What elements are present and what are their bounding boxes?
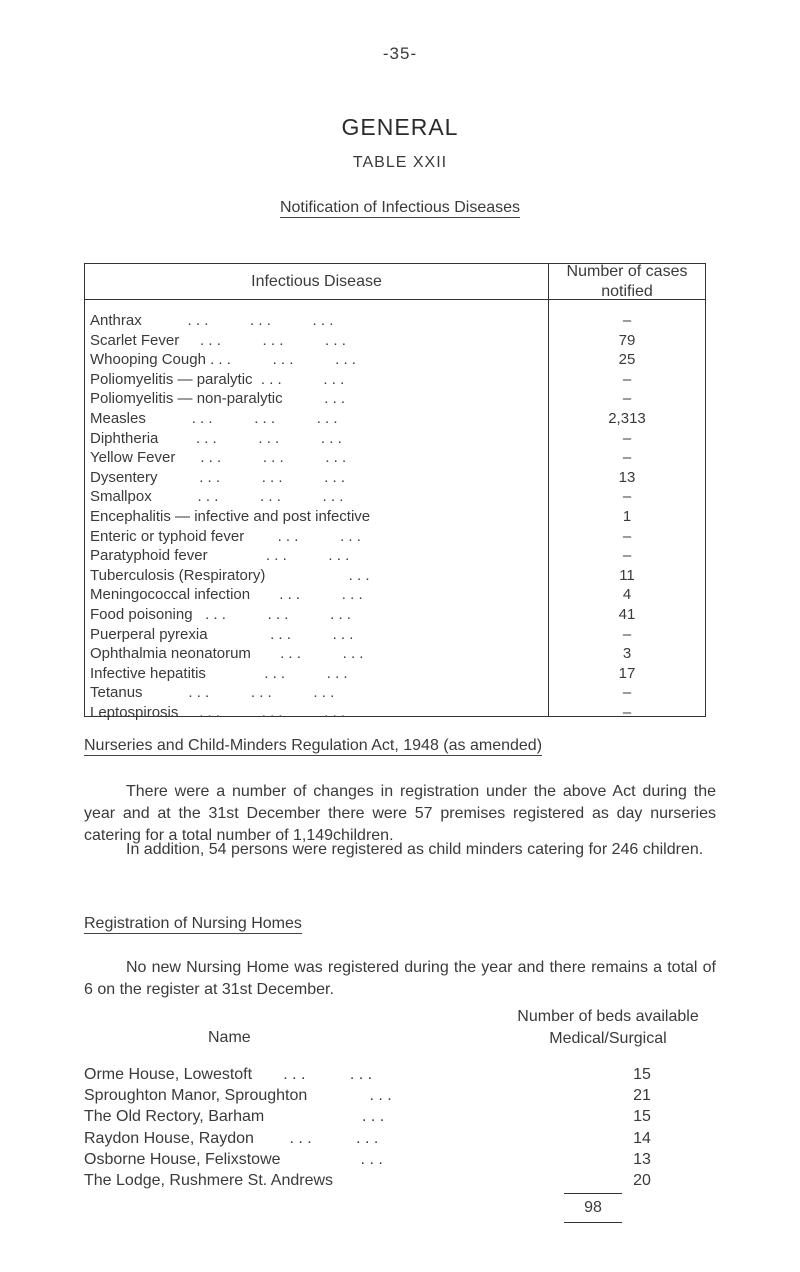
- homes-beds-header-line2: Medical/Surgical: [549, 1030, 667, 1047]
- disease-row: [85, 528, 705, 548]
- disease-row-value: 11: [619, 566, 635, 584]
- disease-row: [85, 626, 705, 646]
- disease-row-label: Whooping Cough . . . . . . . . .: [90, 351, 356, 369]
- disease-row-value: 1: [622, 507, 632, 525]
- disease-row-value: 2,313: [608, 409, 646, 427]
- disease-row: [85, 449, 705, 469]
- disease-row-label: Measles . . . . . . . . .: [90, 409, 338, 427]
- header-number-of-cases: [549, 264, 705, 300]
- disease-row: [85, 567, 705, 587]
- nursing-home-row-label: Orme House, Lowestoft . . . . . .: [84, 1066, 373, 1083]
- disease-row-label: Enteric or typhoid fever . . . . . .: [90, 527, 361, 545]
- nursing-home-row-value: 15: [633, 1066, 651, 1083]
- disease-row: [85, 645, 705, 665]
- header-cases-line1: Number of cases: [566, 263, 688, 280]
- table-caption: [0, 199, 800, 217]
- disease-row-label: Leptospirosis . . . . . . . . .: [90, 703, 346, 721]
- homes-beds-header: [488, 1006, 728, 1050]
- disease-row-label: Diphtheria . . . . . . . . .: [90, 429, 342, 447]
- disease-row-label: Infective hepatitis . . . . . .: [90, 664, 348, 682]
- disease-row-label: Puerperal pyrexia . . . . . .: [90, 625, 354, 643]
- nursing-home-row-value: 14: [633, 1129, 651, 1147]
- disease-row: [85, 390, 705, 410]
- disease-row: [85, 312, 705, 332]
- total-rule-bottom: [564, 1222, 622, 1223]
- nursing-home-row: [84, 1130, 704, 1151]
- page-number: -35-: [382, 44, 418, 63]
- disease-row-value: 79: [618, 331, 636, 349]
- disease-rows: [85, 312, 705, 723]
- total-rule-top: [564, 1193, 622, 1194]
- disease-row-value: –: [622, 703, 632, 721]
- nursing-home-row-label: Raydon House, Raydon . . . . . .: [84, 1129, 379, 1147]
- nursing-home-row: [84, 1151, 704, 1172]
- disease-row-value: 4: [622, 586, 632, 604]
- disease-row-label: Paratyphoid fever . . . . . .: [90, 547, 350, 565]
- table-header-row: [85, 264, 705, 300]
- homes-name-header: Name: [208, 1029, 251, 1046]
- disease-row-label: Anthrax . . . . . . . . .: [90, 312, 334, 329]
- disease-row-label: Food poisoning . . . . . . . . .: [90, 605, 351, 623]
- header-cases-line2: notified: [601, 283, 653, 300]
- nurseries-heading: [84, 737, 542, 755]
- disease-row-value: –: [622, 625, 632, 643]
- nursing-home-row-value: 21: [633, 1087, 651, 1105]
- total-beds: 98: [584, 1199, 602, 1216]
- homes-beds-header-line1: Number of beds available: [517, 1008, 699, 1025]
- disease-row: [85, 332, 705, 352]
- nursing-home-row: [84, 1066, 704, 1087]
- disease-row-label: Tuberculosis (Respiratory) . . .: [90, 566, 370, 584]
- disease-row: [85, 488, 705, 508]
- disease-row-value: –: [622, 312, 632, 329]
- disease-row-value: 3: [622, 645, 632, 663]
- nursing-homes-heading-text: Registration of Nursing Homes: [84, 915, 302, 932]
- disease-row: [85, 547, 705, 567]
- disease-row-value: –: [622, 547, 632, 565]
- nursing-home-row-value: 20: [633, 1171, 651, 1189]
- disease-row: [85, 586, 705, 606]
- disease-row-label: Yellow Fever . . . . . . . . .: [90, 449, 347, 467]
- disease-row-value: –: [622, 390, 632, 408]
- nursing-homes-list: [84, 1066, 704, 1193]
- disease-row: [85, 469, 705, 489]
- disease-row-label: Poliomyelitis — non-paralytic . . .: [90, 390, 346, 408]
- disease-row-value: –: [622, 684, 632, 702]
- nursing-home-row-value: 13: [633, 1150, 651, 1168]
- disease-row: [85, 684, 705, 704]
- disease-row: [85, 665, 705, 685]
- nurseries-paragraph: There were a number of changes in registration under the above Act during the year and at the 31st December there were 57 premises registered as day nurseries catering for a total number of 1,149children.: [84, 783, 716, 844]
- disease-row-label: Meningococcal infection . . . . . .: [90, 586, 363, 604]
- nursing-homes-heading: [84, 915, 302, 933]
- disease-row: [85, 430, 705, 450]
- disease-row: [85, 371, 705, 391]
- disease-row-value: 13: [618, 468, 636, 486]
- nurseries-heading-text: Nurseries and Child-Minders Regulation Act, 1948 (as amended): [84, 737, 543, 754]
- disease-row: [85, 606, 705, 626]
- disease-row-label: Poliomyelitis — paralytic . . . . . .: [90, 370, 345, 388]
- nursing-home-row-label: The Lodge, Rushmere St. Andrews: [84, 1171, 334, 1189]
- nursing-home-row-label: Osborne House, Felixstowe . . .: [84, 1150, 383, 1168]
- disease-row: [85, 704, 705, 724]
- infectious-disease-table: [84, 263, 706, 721]
- disease-row-label: Smallpox . . . . . . . . .: [90, 488, 344, 506]
- table-caption-text: Notification of Infectious Diseases: [279, 199, 521, 216]
- nursing-home-row-label: The Old Rectory, Barham . . .: [84, 1108, 385, 1126]
- page-title: GENERAL: [341, 114, 459, 140]
- disease-row: [85, 508, 705, 528]
- disease-row: [85, 410, 705, 430]
- nursing-home-row-label: Sproughton Manor, Sproughton . . .: [84, 1087, 392, 1105]
- disease-row-value: 17: [618, 664, 636, 682]
- disease-row-value: 41: [618, 605, 636, 623]
- disease-row-label: Tetanus . . . . . . . . .: [90, 684, 335, 702]
- nursing-home-row: [84, 1108, 704, 1129]
- disease-row-value: –: [622, 449, 632, 467]
- disease-row-label: Dysentery . . . . . . . . .: [90, 468, 346, 486]
- nursing-home-row: [84, 1172, 704, 1193]
- disease-row-value: 25: [618, 351, 636, 369]
- nursing-home-row: [84, 1087, 704, 1108]
- disease-row-label: Ophthalmia neonatorum . . . . . .: [90, 645, 364, 663]
- disease-row-label: Encephalitis — infective and post infective: [90, 507, 371, 525]
- disease-row-value: –: [622, 527, 632, 545]
- child-minders-paragraph: In addition, 54 persons were registered as child minders catering for 246 children.: [126, 841, 704, 858]
- nursing-homes-paragraph: No new Nursing Home was registered during the year and there remains a total of 6 on the register at 31st December.: [84, 959, 716, 998]
- nursing-home-row-value: 15: [633, 1108, 651, 1126]
- header-infectious-disease: Infectious Disease: [251, 273, 382, 290]
- disease-row: [85, 351, 705, 371]
- disease-row-label: Scarlet Fever . . . . . . . . .: [90, 331, 346, 349]
- disease-row-value: –: [622, 370, 632, 388]
- disease-row-value: –: [622, 488, 632, 506]
- table-number: TABLE XXII: [352, 154, 448, 171]
- disease-row-value: –: [622, 429, 632, 447]
